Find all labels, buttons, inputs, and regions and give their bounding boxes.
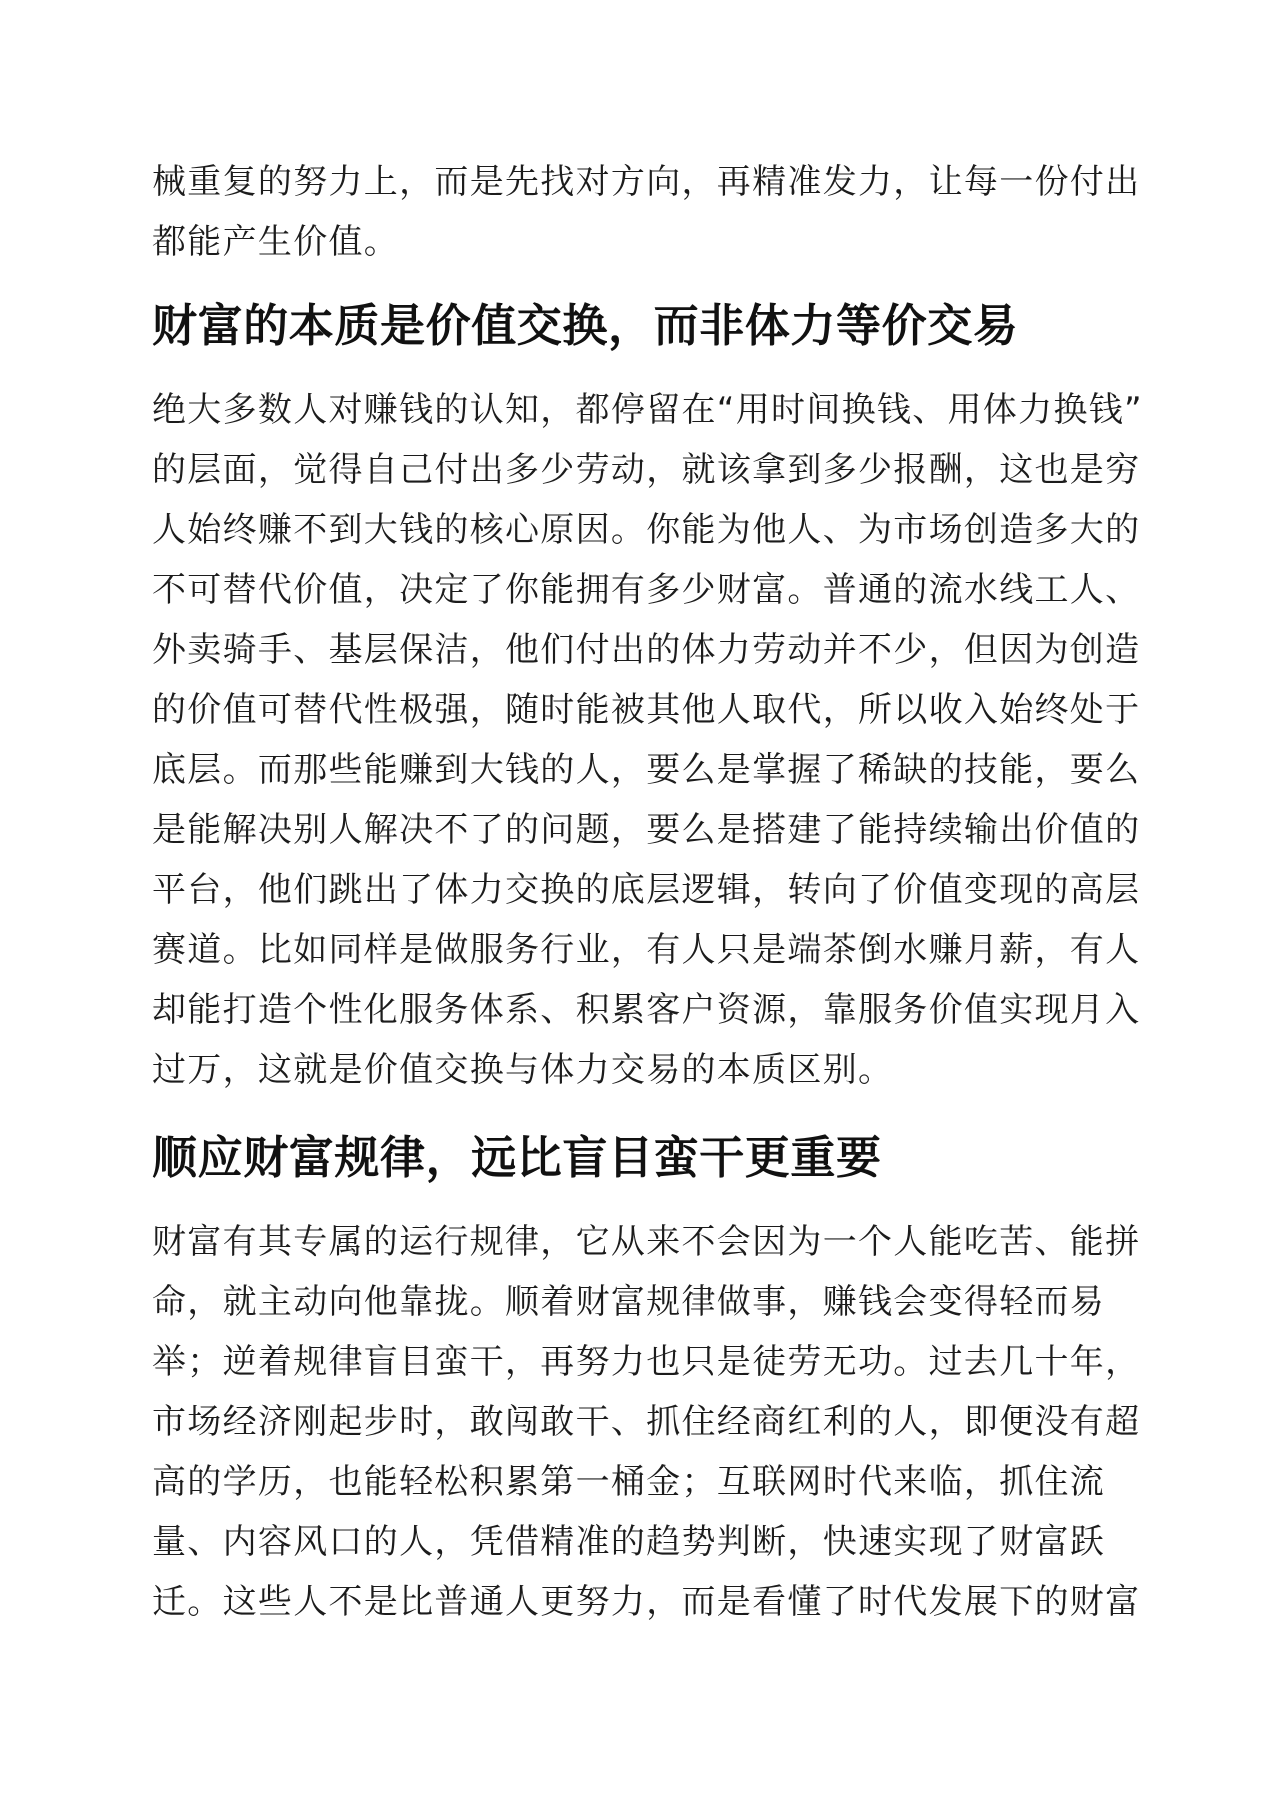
text-line: 过万，这就是价值交换与体力交易的本质区别。 — [152, 1050, 894, 1090]
section-heading: 财富的本质是价值交换，而非体力等价交易 — [152, 299, 1019, 352]
text-line: 赛道。比如同样是做服务行业，有人只是端茶倒水赚月薪，有人 — [152, 930, 1141, 970]
text-line: 不可替代价值，决定了你能拥有多少财富。普通的流水线工人、 — [152, 570, 1141, 610]
text-line: 量、内容风口的人，凭借精准的趋势判断，快速实现了财富跃 — [152, 1522, 1106, 1562]
text-line: 是能解决别人解决不了的问题，要么是搭建了能持续输出价值的 — [152, 810, 1141, 850]
text-line: 迁。这些人不是比普通人更努力，而是看懂了时代发展下的财富 — [152, 1582, 1141, 1622]
text-line: 举；逆着规律盲目蛮干，再努力也只是徒劳无功。过去几十年， — [152, 1342, 1141, 1382]
text-line: 平台，他们跳出了体力交换的底层逻辑，转向了价值变现的高层 — [152, 870, 1141, 910]
text-line: 都能产生价值。 — [152, 222, 400, 262]
text-line: 的价值可替代性极强，随时能被其他人取代，所以收入始终处于 — [152, 690, 1141, 730]
text-line: 的层面，觉得自己付出多少劳动，就该拿到多少报酬，这也是穷 — [152, 450, 1141, 490]
section-heading: 顺应财富规律，远比盲目蛮干更重要 — [152, 1131, 882, 1184]
text-line: 命，就主动向他靠拢。顺着财富规律做事，赚钱会变得轻而易 — [152, 1282, 1106, 1322]
text-line: 械重复的努力上，而是先找对方向，再精准发力，让每一份付出 — [152, 162, 1141, 202]
text-line: 人始终赚不到大钱的核心原因。你能为他人、为市场创造多大的 — [152, 510, 1141, 550]
text-line: 外卖骑手、基层保洁，他们付出的体力劳动并不少，但因为创造 — [152, 630, 1141, 670]
text-line: 底层。而那些能赚到大钱的人，要么是掌握了稀缺的技能，要么 — [152, 750, 1141, 790]
text-line: 市场经济刚起步时，敢闯敢干、抓住经商红利的人，即便没有超 — [152, 1402, 1141, 1442]
text-line: 绝大多数人对赚钱的认知，都停留在“用时间换钱、用体力换钱” — [152, 390, 1143, 430]
text-line: 财富有其专属的运行规律，它从来不会因为一个人能吃苦、能拼 — [152, 1222, 1141, 1262]
text-line: 高的学历，也能轻松积累第一桶金；互联网时代来临，抓住流 — [152, 1462, 1106, 1502]
text-line: 却能打造个性化服务体系、积累客户资源，靠服务价值实现月入 — [152, 990, 1141, 1030]
